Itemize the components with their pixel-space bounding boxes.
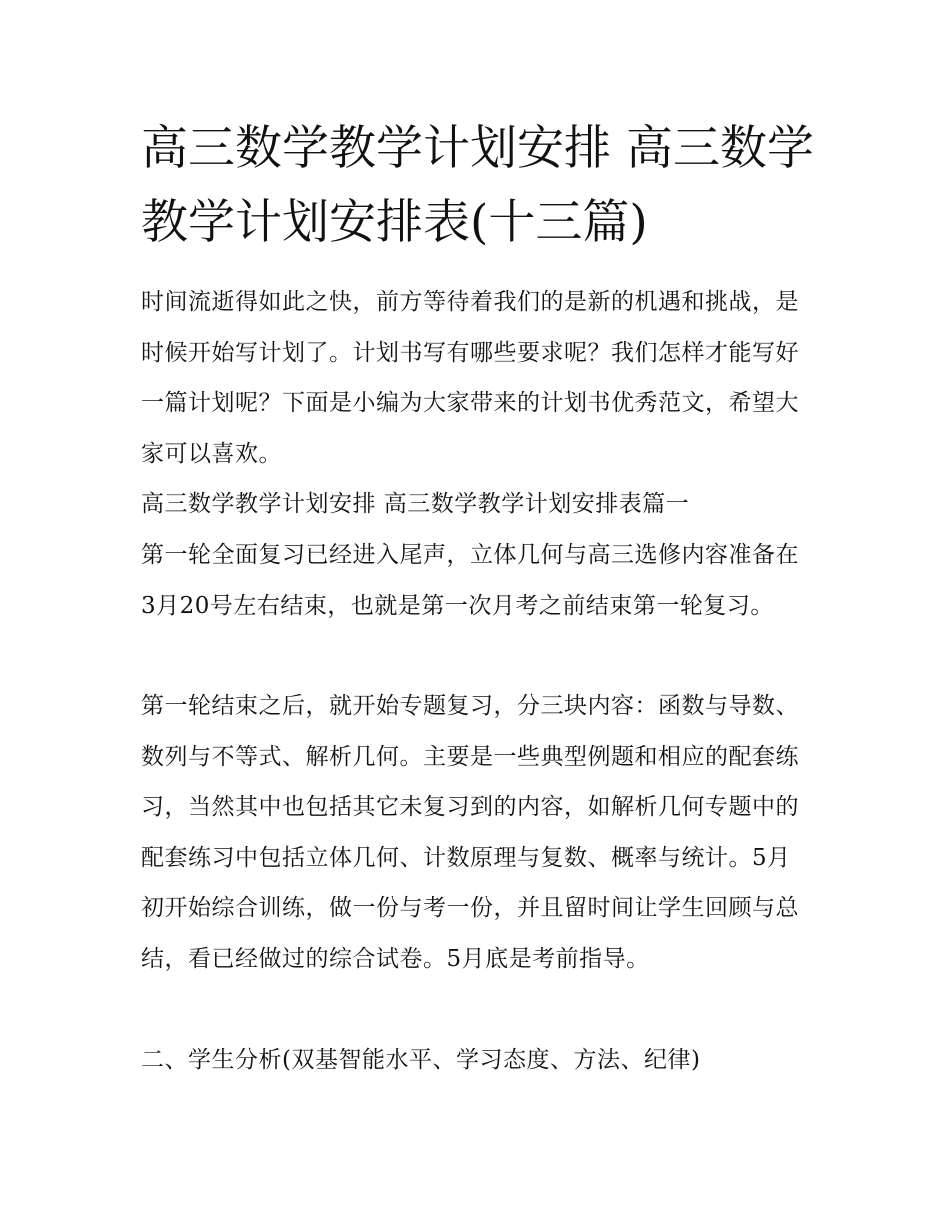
special-topic-review-paragraph: 第一轮结束之后，就开始专题复习，分三块内容：函数与导数、数列与不等式、解析几何。主要是一些典型例题和相应的配套练习，当然其中也包括其它未复习到的内容，如解析几何专题中的配套练习中包括立体几何、计数原理与复数、概率与统计。5月初开始综合训练，做一份与考一份，并且留时间让学生回顾与总结，看已经做过的综合试卷。5月底是考前指导。 — [141, 693, 799, 972]
student-analysis-heading: 二、学生分析(双基智能水平、学习态度、方法、纪律) — [141, 1047, 701, 1073]
section-heading-part-one: 高三数学教学计划安排 高三数学教学计划安排表篇一 — [141, 491, 690, 517]
first-round-review-paragraph: 第一轮全面复习已经进入尾声，立体几何与高三选修内容准备在3月20号左右结束，也就是第一次月考之前结束第一轮复习。 — [141, 542, 799, 619]
intro-paragraph: 时间流逝得如此之快，前方等待着我们的是新的机遇和挑战，是时候开始写计划了。计划书写有哪些要求呢？我们怎样才能写好一篇计划呢？下面是小编为大家带来的计划书优秀范文，希望大家可以喜欢。 — [141, 289, 799, 467]
document-title: 高三数学教学计划安排 高三数学教学计划安排表(十三篇) — [141, 121, 814, 250]
